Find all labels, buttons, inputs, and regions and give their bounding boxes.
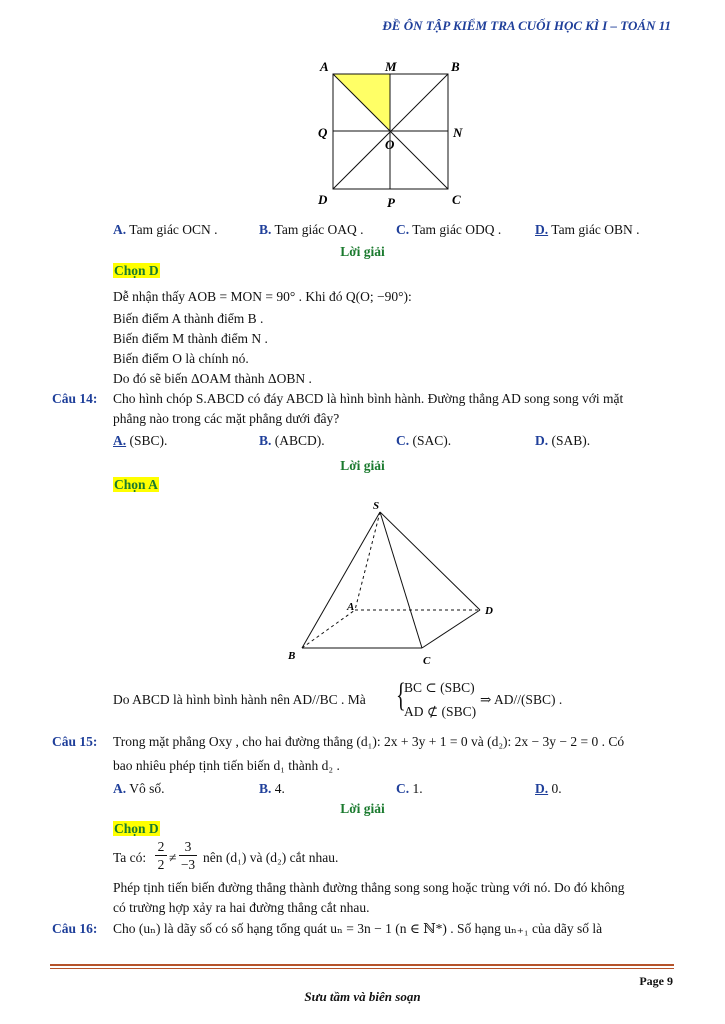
q13-option-a: A. Tam giác OCN . xyxy=(113,222,218,237)
q15-option-c: C. 1. xyxy=(396,781,423,796)
q15-fraction-2: 3 −3 xyxy=(180,839,196,872)
label-B2: B xyxy=(288,650,296,662)
q14-solution-prefix: Do ABCD là hình bình hành nên AD//BC . Mà xyxy=(113,692,366,707)
q14-system-line-1: BC ⊂ (SBC) xyxy=(404,680,475,695)
q13-line-1: Dễ nhận thấy AOB = MON = 90° . Khi đó Q(O; −90°): xyxy=(113,289,412,304)
label-D2: D xyxy=(485,605,493,617)
q13-line-3: Biến điểm M thành điểm N . xyxy=(113,331,268,346)
label-A: A xyxy=(320,59,329,74)
q15-option-a: A. Vô số. xyxy=(113,781,165,796)
q16-number: Câu 16: xyxy=(52,921,98,936)
page-header: ĐỀ ÔN TẬP KIỂM TRA CUỐI HỌC KÌ I – TOÁN 11 xyxy=(382,18,671,33)
q13-loi-giai: Lời giải xyxy=(340,244,385,259)
q15-taco-suffix: nên (d₁) và (d₂) cắt nhau. xyxy=(203,850,339,865)
q14-system-line-2: AD ⊄ (SBC) xyxy=(404,704,477,719)
q15-text-1: Trong mặt phẳng Oxy , cho hai đường thẳng (d₁): 2x + 3y + 1 = 0 và (d₂): 2x − 3y − 2 = 0 . Có xyxy=(113,734,625,749)
q15-option-b: B. 4. xyxy=(259,781,285,796)
q14-option-a: A. (SBC). xyxy=(113,433,168,448)
label-Q: Q xyxy=(318,125,328,140)
label-N: N xyxy=(453,125,463,140)
page-number: Page 9 xyxy=(639,974,673,988)
label-M: M xyxy=(385,59,397,74)
footer-rule xyxy=(50,964,674,966)
label-P: P xyxy=(387,195,395,210)
label-C2: C xyxy=(423,655,431,667)
q15-taco: Ta có: xyxy=(113,850,147,865)
q14-text-2: phẳng nào trong các mặt phẳng dưới đây? xyxy=(113,411,340,426)
label-S: S xyxy=(373,500,380,512)
q14-option-d: D. (SAB). xyxy=(535,433,591,448)
q15-loi-giai: Lời giải xyxy=(340,801,385,816)
label-A2: A xyxy=(347,601,355,613)
q15-number: Câu 15: xyxy=(52,734,98,749)
q15-text-2: bao nhiêu phép tịnh tiến biến d₁ thành d₂ . xyxy=(113,758,340,773)
q14-option-b: B. (ABCD). xyxy=(259,433,325,448)
q15-solution-line-3: có trường hợp xảy ra hai đường thẳng cắt nhau. xyxy=(113,900,370,915)
q13-line-2: Biến điểm A thành điểm B . xyxy=(113,311,264,326)
q13-line-5: Do đó sẽ biến ΔOAM thành ΔOBN . xyxy=(113,371,312,386)
q14-solution-suffix: ⇒ AD//(SBC) . xyxy=(480,692,563,707)
q14-number: Câu 14: xyxy=(52,391,98,406)
q15-solution-line-2: Phép tịnh tiến biến đường thẳng thành đường thẳng song song hoặc trùng với nó. Do đó không xyxy=(113,880,625,895)
q13-chon: Chọn D xyxy=(114,263,159,278)
square-figure xyxy=(310,55,470,210)
q16-text: Cho (uₙ) là dãy số có số hạng tổng quát uₙ = 3n − 1 (n ∈ ℕ*) . Số hạng uₙ₊₁ của dãy số là xyxy=(113,921,603,936)
label-O: O xyxy=(385,137,395,152)
pyramid-figure xyxy=(282,498,502,673)
q13-line-4: Biến điểm O là chính nó. xyxy=(113,351,249,366)
footer-rule-thin xyxy=(50,968,674,969)
q14-chon: Chọn A xyxy=(114,477,158,492)
q15-neq: ≠ xyxy=(169,850,177,865)
q15-option-d: D. 0. xyxy=(535,781,562,796)
q14-loi-giai: Lời giải xyxy=(340,458,385,473)
q13-option-c: C. Tam giác ODQ . xyxy=(396,222,502,237)
q14-system-brace: { xyxy=(396,677,406,714)
footer-credit: Sưu tầm và biên soạn xyxy=(304,989,421,1004)
q14-text-1: Cho hình chóp S.ABCD có đáy ABCD là hình bình hành. Đường thẳng AD song song với mặt xyxy=(113,391,624,406)
label-C: C xyxy=(452,192,461,207)
q14-option-c: C. (SAC). xyxy=(396,433,452,448)
label-B: B xyxy=(451,59,460,74)
label-D: D xyxy=(318,192,328,207)
q13-option-b: B. Tam giác OAQ . xyxy=(259,222,364,237)
q13-option-d: D. Tam giác OBN . xyxy=(535,222,640,237)
q15-chon: Chọn D xyxy=(114,821,159,836)
q15-fraction-1: 2 2 xyxy=(155,838,167,873)
